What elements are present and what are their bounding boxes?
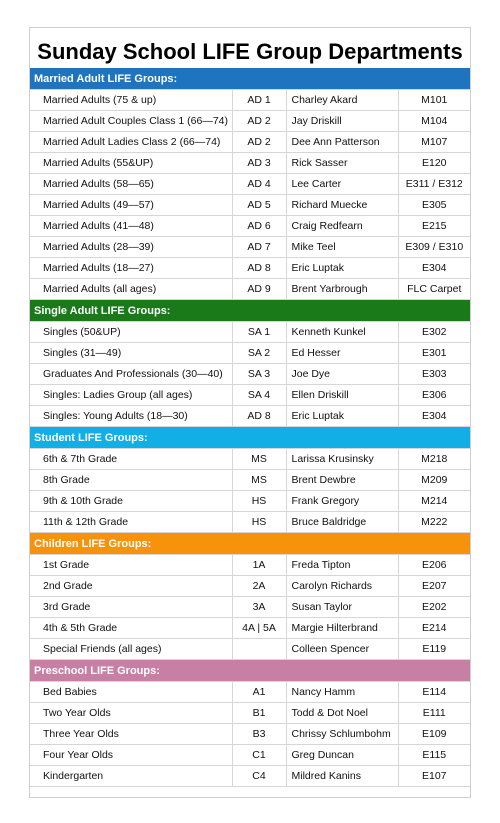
room-cell: E214 xyxy=(398,618,470,639)
room-cell: E115 xyxy=(398,745,470,766)
section-header xyxy=(30,300,470,322)
group-code-cell: SA 4 xyxy=(232,385,286,406)
group-name-cell: Married Adults (28—39) xyxy=(30,237,232,258)
group-name-cell: Three Year Olds xyxy=(30,724,232,745)
section-heading: Married Adult LIFE Groups: xyxy=(30,68,470,90)
group-code-cell: AD 6 xyxy=(232,216,286,237)
table-row xyxy=(30,491,470,512)
leader-cell: Kenneth Kunkel xyxy=(286,322,398,343)
table-row xyxy=(30,449,470,470)
room-cell: M104 xyxy=(398,111,470,132)
section-heading: Children LIFE Groups: xyxy=(30,533,470,555)
room-cell: E302 xyxy=(398,322,470,343)
table-row xyxy=(30,216,470,237)
table-row xyxy=(30,111,470,132)
room-cell: M101 xyxy=(398,90,470,111)
room-cell: E215 xyxy=(398,216,470,237)
group-code-cell: AD 5 xyxy=(232,195,286,216)
group-code-cell: 2A xyxy=(232,576,286,597)
section-heading: Student LIFE Groups: xyxy=(30,427,470,449)
leader-cell: Greg Duncan xyxy=(286,745,398,766)
room-cell: E111 xyxy=(398,703,470,724)
group-code-cell: SA 1 xyxy=(232,322,286,343)
room-cell: E301 xyxy=(398,343,470,364)
leader-cell: Frank Gregory xyxy=(286,491,398,512)
group-name-cell: Singles: Young Adults (18—30) xyxy=(30,406,232,427)
group-code-cell: AD 4 xyxy=(232,174,286,195)
group-code-cell: C4 xyxy=(232,766,286,787)
section-header xyxy=(30,68,470,90)
table-row xyxy=(30,576,470,597)
leader-cell: Richard Muecke xyxy=(286,195,398,216)
group-code-cell: C1 xyxy=(232,745,286,766)
group-name-cell: Married Adults (41—48) xyxy=(30,216,232,237)
page-title: Sunday School LIFE Group Departments xyxy=(37,39,463,64)
leader-cell: Margie Hilterbrand xyxy=(286,618,398,639)
table-row xyxy=(30,597,470,618)
leader-cell: Ed Hesser xyxy=(286,343,398,364)
leader-cell: Eric Luptak xyxy=(286,406,398,427)
group-name-cell: Married Adults (75 & up) xyxy=(30,90,232,111)
room-cell: E206 xyxy=(398,555,470,576)
leader-cell: Ellen Driskill xyxy=(286,385,398,406)
group-name-cell: Married Adults (18—27) xyxy=(30,258,232,279)
room-cell: E202 xyxy=(398,597,470,618)
leader-cell: Eric Luptak xyxy=(286,258,398,279)
group-name-cell: Married Adult Ladies Class 2 (66—74) xyxy=(30,132,232,153)
group-code-cell: 3A xyxy=(232,597,286,618)
table-row xyxy=(30,90,470,111)
group-name-cell: Singles (50&UP) xyxy=(30,322,232,343)
table-row xyxy=(30,153,470,174)
room-cell: E304 xyxy=(398,258,470,279)
group-name-cell: 9th & 10th Grade xyxy=(30,491,232,512)
group-code-cell: AD 9 xyxy=(232,279,286,300)
table-row xyxy=(30,703,470,724)
room-cell: M222 xyxy=(398,512,470,533)
table-row xyxy=(30,279,470,300)
room-cell: M209 xyxy=(398,470,470,491)
group-code-cell: B3 xyxy=(232,724,286,745)
room-cell: E119 xyxy=(398,639,470,660)
table-row xyxy=(30,618,470,639)
leader-cell: Chrissy Schlumbohm xyxy=(286,724,398,745)
table-row xyxy=(30,195,470,216)
group-name-cell: Married Adults (all ages) xyxy=(30,279,232,300)
table-row xyxy=(30,132,470,153)
leader-cell: Charley Akard xyxy=(286,90,398,111)
leader-cell: Jay Driskill xyxy=(286,111,398,132)
table-row xyxy=(30,766,470,787)
group-name-cell: 4th & 5th Grade xyxy=(30,618,232,639)
room-cell: E107 xyxy=(398,766,470,787)
section-heading: Single Adult LIFE Groups: xyxy=(30,300,470,322)
table-row xyxy=(30,512,470,533)
section-header xyxy=(30,660,470,682)
group-name-cell: Special Friends (all ages) xyxy=(30,639,232,660)
section-header xyxy=(30,427,470,449)
leader-cell: Larissa Krusinsky xyxy=(286,449,398,470)
room-cell: E207 xyxy=(398,576,470,597)
section-heading: Preschool LIFE Groups: xyxy=(30,660,470,682)
department-table-body xyxy=(30,68,470,787)
group-code-cell xyxy=(232,639,286,660)
table-row xyxy=(30,745,470,766)
leader-cell: Joe Dye xyxy=(286,364,398,385)
group-code-cell: AD 8 xyxy=(232,258,286,279)
leader-cell: Lee Carter xyxy=(286,174,398,195)
leader-cell: Mildred Kanins xyxy=(286,766,398,787)
leader-cell: Nancy Hamm xyxy=(286,682,398,703)
table-row xyxy=(30,724,470,745)
group-code-cell: SA 2 xyxy=(232,343,286,364)
group-name-cell: 2nd Grade xyxy=(30,576,232,597)
group-code-cell: AD 3 xyxy=(232,153,286,174)
group-code-cell: HS xyxy=(232,491,286,512)
group-code-cell: 1A xyxy=(232,555,286,576)
group-code-cell: AD 8 xyxy=(232,406,286,427)
group-name-cell: Singles: Ladies Group (all ages) xyxy=(30,385,232,406)
leader-cell: Craig Redfearn xyxy=(286,216,398,237)
table-row xyxy=(30,322,470,343)
table-row xyxy=(30,406,470,427)
table-row xyxy=(30,237,470,258)
table-row xyxy=(30,258,470,279)
leader-cell: Rick Sasser xyxy=(286,153,398,174)
leader-cell: Susan Taylor xyxy=(286,597,398,618)
table-row xyxy=(30,555,470,576)
group-name-cell: Four Year Olds xyxy=(30,745,232,766)
table-row xyxy=(30,343,470,364)
group-name-cell: Singles (31—49) xyxy=(30,343,232,364)
group-name-cell: Graduates And Professionals (30—40) xyxy=(30,364,232,385)
group-name-cell: 8th Grade xyxy=(30,470,232,491)
room-cell: E114 xyxy=(398,682,470,703)
leader-cell: Brent Yarbrough xyxy=(286,279,398,300)
group-name-cell: Kindergarten xyxy=(30,766,232,787)
room-cell: E311 / E312 xyxy=(398,174,470,195)
section-header xyxy=(30,533,470,555)
room-cell: M218 xyxy=(398,449,470,470)
table-row xyxy=(30,364,470,385)
leader-cell: Dee Ann Patterson xyxy=(286,132,398,153)
group-code-cell: B1 xyxy=(232,703,286,724)
table-row xyxy=(30,682,470,703)
leader-cell: Colleen Spencer xyxy=(286,639,398,660)
table-row xyxy=(30,639,470,660)
table-row xyxy=(30,470,470,491)
department-table xyxy=(30,68,470,787)
table-row xyxy=(30,385,470,406)
group-code-cell: AD 2 xyxy=(232,132,286,153)
room-cell: E303 xyxy=(398,364,470,385)
room-cell: E109 xyxy=(398,724,470,745)
group-name-cell: 6th & 7th Grade xyxy=(30,449,232,470)
group-name-cell: Two Year Olds xyxy=(30,703,232,724)
leader-cell: Freda Tipton xyxy=(286,555,398,576)
leader-cell: Carolyn Richards xyxy=(286,576,398,597)
group-name-cell: 3rd Grade xyxy=(30,597,232,618)
group-code-cell: MS xyxy=(232,449,286,470)
group-code-cell: SA 3 xyxy=(232,364,286,385)
room-cell: E306 xyxy=(398,385,470,406)
room-cell: E120 xyxy=(398,153,470,174)
group-name-cell: Married Adult Couples Class 1 (66—74) xyxy=(30,111,232,132)
table-row xyxy=(30,174,470,195)
room-cell: E304 xyxy=(398,406,470,427)
leader-cell: Mike Teel xyxy=(286,237,398,258)
room-cell: M214 xyxy=(398,491,470,512)
group-code-cell: 4A | 5A xyxy=(232,618,286,639)
leader-cell: Todd & Dot Noel xyxy=(286,703,398,724)
group-code-cell: AD 1 xyxy=(232,90,286,111)
department-sheet xyxy=(29,27,471,798)
group-code-cell: MS xyxy=(232,470,286,491)
group-name-cell: Bed Babies xyxy=(30,682,232,703)
leader-cell: Bruce Baldridge xyxy=(286,512,398,533)
room-cell: FLC Carpet xyxy=(398,279,470,300)
room-cell: E305 xyxy=(398,195,470,216)
room-cell: E309 / E310 xyxy=(398,237,470,258)
group-name-cell: 1st Grade xyxy=(30,555,232,576)
group-code-cell: A1 xyxy=(232,682,286,703)
group-code-cell: AD 7 xyxy=(232,237,286,258)
group-name-cell: Married Adults (55&UP) xyxy=(30,153,232,174)
leader-cell: Brent Dewbre xyxy=(286,470,398,491)
group-code-cell: AD 2 xyxy=(232,111,286,132)
room-cell: M107 xyxy=(398,132,470,153)
group-name-cell: 11th & 12th Grade xyxy=(30,512,232,533)
group-code-cell: HS xyxy=(232,512,286,533)
group-name-cell: Married Adults (58—65) xyxy=(30,174,232,195)
group-name-cell: Married Adults (49—57) xyxy=(30,195,232,216)
